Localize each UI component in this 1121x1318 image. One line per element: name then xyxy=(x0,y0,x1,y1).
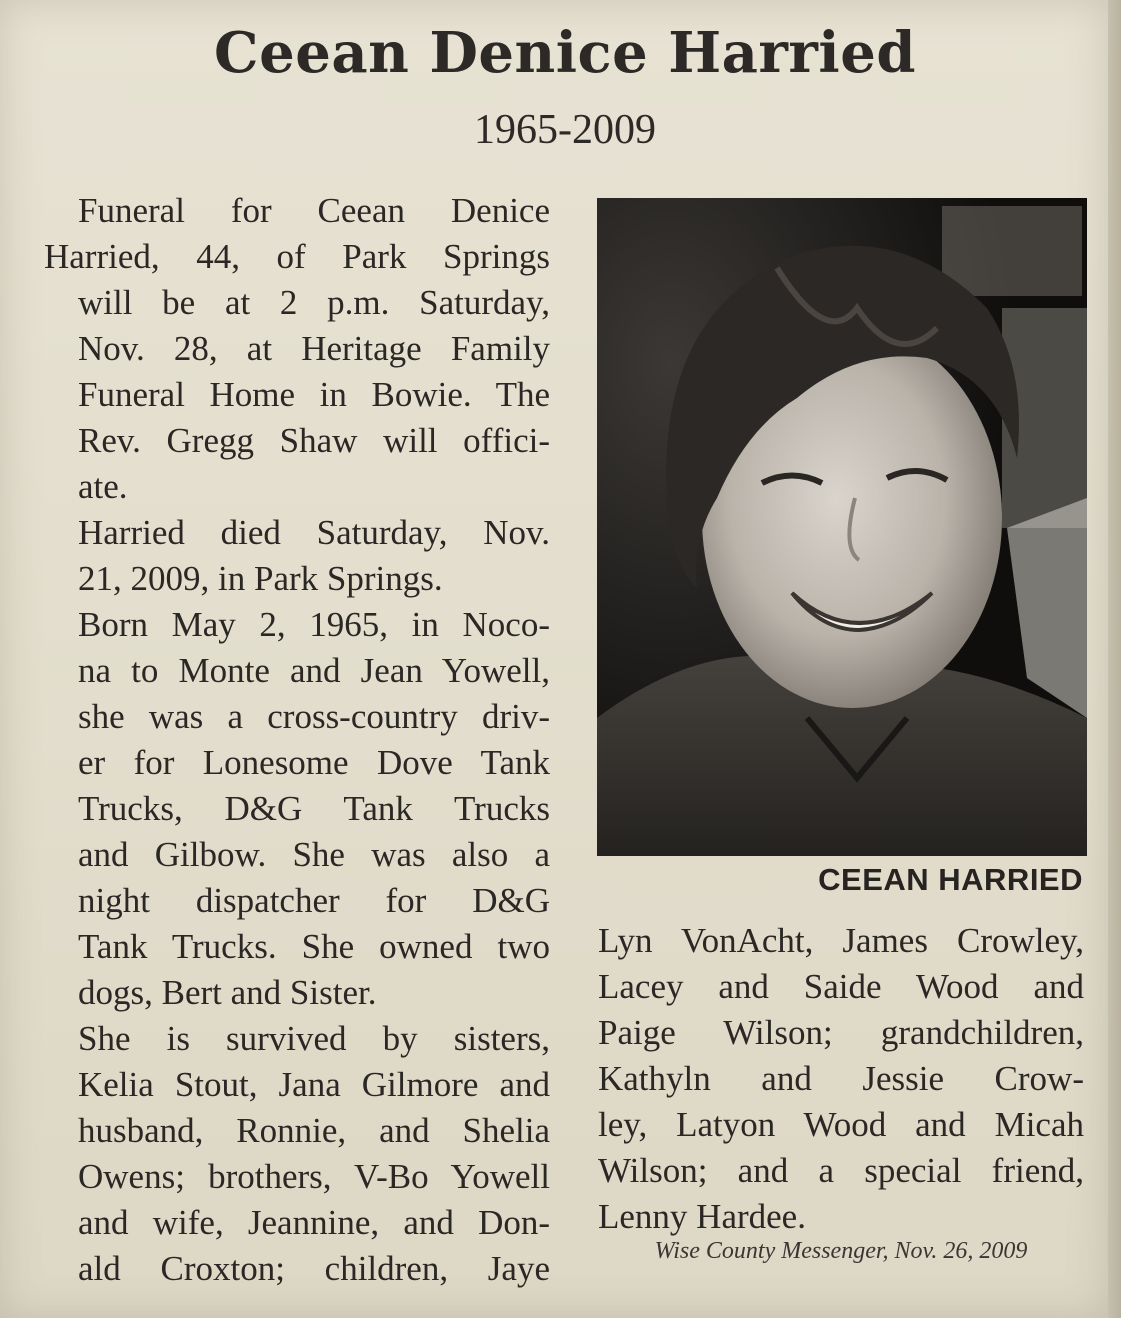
text-line: night dispatcher for D&G xyxy=(78,881,550,920)
text-line: She is survived by sisters, xyxy=(78,1019,550,1058)
text-line: Trucks, D&G Tank Trucks xyxy=(78,789,550,828)
text-line: Wilson; and a special friend, xyxy=(598,1151,1084,1190)
text-line: Harried, 44, of Park Springs xyxy=(44,237,550,276)
portrait-photo xyxy=(597,198,1087,856)
left-column xyxy=(44,188,550,1292)
text-line: dogs, Bert and Sister. xyxy=(78,973,377,1012)
text-line: ald Croxton; children, Jaye xyxy=(78,1249,550,1288)
source-credit: Wise County Messenger, Nov. 26, 2009 xyxy=(654,1238,1028,1264)
paper-edge xyxy=(1108,0,1121,1318)
text-line: Funeral Home in Bowie. The xyxy=(78,375,550,414)
text-line: she was a cross-country driv- xyxy=(78,697,550,736)
text-line: Lenny Hardee. xyxy=(598,1197,806,1236)
text-line: 21, 2009, in Park Springs. xyxy=(78,559,443,598)
photo-caption: CEEAN HARRIED xyxy=(818,862,1083,897)
text-line: Kathyln and Jessie Crow- xyxy=(598,1059,1084,1098)
text-line: Rev. Gregg Shaw will offici- xyxy=(78,421,550,460)
text-line: Harried died Saturday, Nov. xyxy=(78,513,550,552)
text-line: Lacey and Saide Wood and xyxy=(598,967,1084,1006)
paragraph-death xyxy=(44,510,550,602)
text-line: na to Monte and Jean Yowell, xyxy=(78,651,550,690)
paragraph-continuation xyxy=(598,918,1084,1240)
text-line: will be at 2 p.m. Saturday, xyxy=(78,283,550,322)
text-line: er for Lonesome Dove Tank xyxy=(78,743,550,782)
text-line: and wife, Jeannine, and Don- xyxy=(78,1203,550,1242)
obituary-headline: Ceean Denice Harried xyxy=(214,20,916,86)
text-line: Kelia Stout, Jana Gilmore and xyxy=(78,1065,550,1104)
text-line: and Gilbow. She was also a xyxy=(78,835,550,874)
text-line: Funeral for Ceean Denice xyxy=(78,191,550,230)
life-years: 1965-2009 xyxy=(474,107,656,153)
text-line: Lyn VonAcht, James Crowley, xyxy=(598,921,1084,960)
paragraph-survivors xyxy=(44,1016,550,1292)
text-line: Owens; brothers, V-Bo Yowell xyxy=(78,1157,550,1196)
text-line: husband, Ronnie, and Shelia xyxy=(78,1111,550,1150)
portrait-illustration xyxy=(597,198,1087,856)
text-line: Tank Trucks. She owned two xyxy=(78,927,550,966)
text-line: Born May 2, 1965, in Noco- xyxy=(78,605,550,644)
text-line: ley, Latyon Wood and Micah xyxy=(598,1105,1084,1144)
paragraph-life xyxy=(44,602,550,1016)
text-line: Paige Wilson; grandchildren, xyxy=(598,1013,1084,1052)
paragraph-funeral xyxy=(44,188,550,510)
text-line: Nov. 28, at Heritage Family xyxy=(78,329,550,368)
text-line: ate. xyxy=(78,467,128,506)
right-column xyxy=(598,918,1084,1240)
